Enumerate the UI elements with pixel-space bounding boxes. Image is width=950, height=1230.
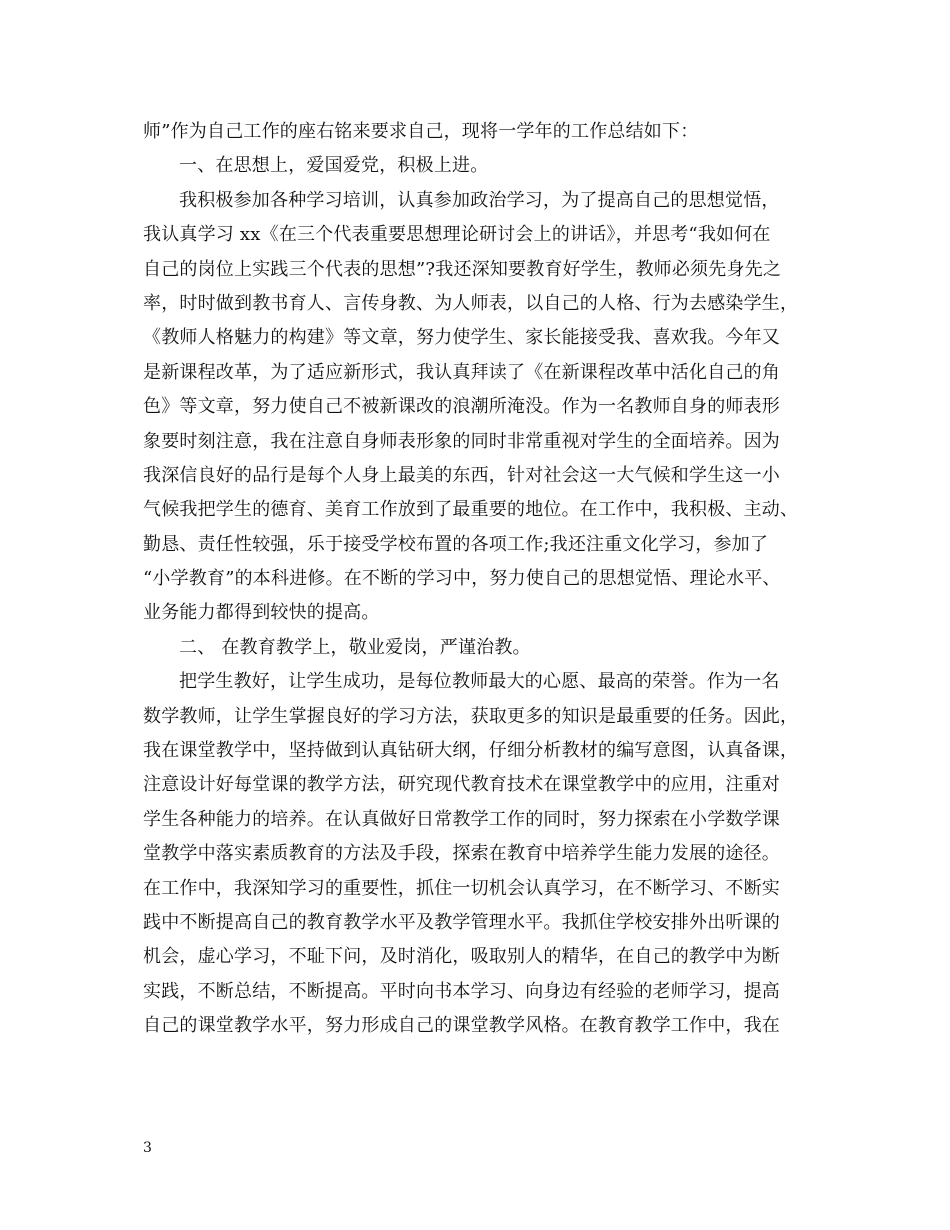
text-line: 师”作为自己工作的座右铭来要求自己，现将一学年的工作总结如下： <box>143 121 699 142</box>
text-line: 业务能力都得到较快的提高。 <box>143 602 380 624</box>
text-line: 色》等文章，努力使自己不被新课改的浪潮所淹没。作为一名教师自身的师表形 <box>143 396 780 418</box>
text-line: 二、 在教育教学上，敬业爱岗，严谨治教。 <box>179 636 531 658</box>
text-line: 学生各种能力的培养。在认真做好日常教学工作的同时，努力探索在小学数学课 <box>143 808 780 830</box>
text-line: 率，时时做到教书育人、言传身教、为人师表，以自己的人格、行为去感染学生， <box>143 292 799 314</box>
text-line: 勤恳、责任性较强，乐于接受学校布置的各项工作;我还注重文化学习，参加了 <box>143 533 769 555</box>
text-line: 践中不断提高自己的教育教学水平及教学管理水平。我抓住学校安排外出听课的 <box>143 911 780 933</box>
text-line: 实践，不断总结，不断提高。平时向书本学习、向身边有经验的老师学习，提高 <box>143 980 780 1002</box>
text-line: 我在课堂教学中，坚持做到认真钻研大纲，仔细分析教材的编写意图，认真备课， <box>143 740 799 762</box>
page-number: 3 <box>143 1140 152 1156</box>
text-line: 把学生教好，让学生成功，是每位教师最大的心愿、最高的荣誉。作为一名 <box>179 671 780 693</box>
text-line: 我认真学习 xx《在三个代表重要思想理论研讨会上的讲话》，并思考“我如何在 <box>143 224 771 246</box>
text-line: 在工作中，我深知学习的重要性，抓住一切机会认真学习，在不断学习、不断实 <box>143 877 780 899</box>
document-body <box>143 115 809 1044</box>
text-line: 气候我把学生的德育、美育工作放到了最重要的地位。在工作中，我积极、主动、 <box>143 499 799 521</box>
text-line: 自己的岗位上实践三个代表的思想”?我还深知要教育好学生，教师必须先身先之 <box>143 258 782 280</box>
text-line: 自己的课堂教学水平，努力形成自己的课堂教学风格。在教育教学工作中，我在 <box>143 1015 780 1037</box>
text-line: 一、在思想上，爱国爱党，积极上进。 <box>179 155 489 177</box>
text-line: 是新课程改革，为了适应新形式，我认真拜读了《在新课程改革中活化自己的角 <box>143 361 780 383</box>
text-line: 象要时刻注意，我在注意自身师表形象的同时非常重视对学生的全面培养。因为 <box>143 430 780 452</box>
text-line: 堂教学中落实素质教育的方法及手段，探索在教育中培养学生能力发展的途径。 <box>143 843 780 865</box>
text-line: 《教师人格魅力的构建》等文章，努力使学生、家长能接受我、喜欢我。今年又 <box>143 327 780 349</box>
text-line: 机会，虚心学习，不耻下问，及时消化，吸取别人的精华，在自己的教学中为断 <box>143 946 780 968</box>
text-line: “小学教育”的本科进修。在不断的学习中，努力使自己的思想觉悟、理论水平、 <box>143 568 781 590</box>
text-line: 我深信良好的品行是每个人身上最美的东西，针对社会这一大气候和学生这一小 <box>143 464 780 486</box>
text-line: 注意设计好每堂课的教学方法，研究现代教育技术在课堂教学中的应用，注重对 <box>143 774 780 796</box>
text-line: 数学教师，让学生掌握良好的学习方法，获取更多的知识是最重要的任务。因此， <box>143 705 799 727</box>
text-line: 我积极参加各种学习培训，认真参加政治学习，为了提高自己的思想觉悟， <box>179 189 780 211</box>
